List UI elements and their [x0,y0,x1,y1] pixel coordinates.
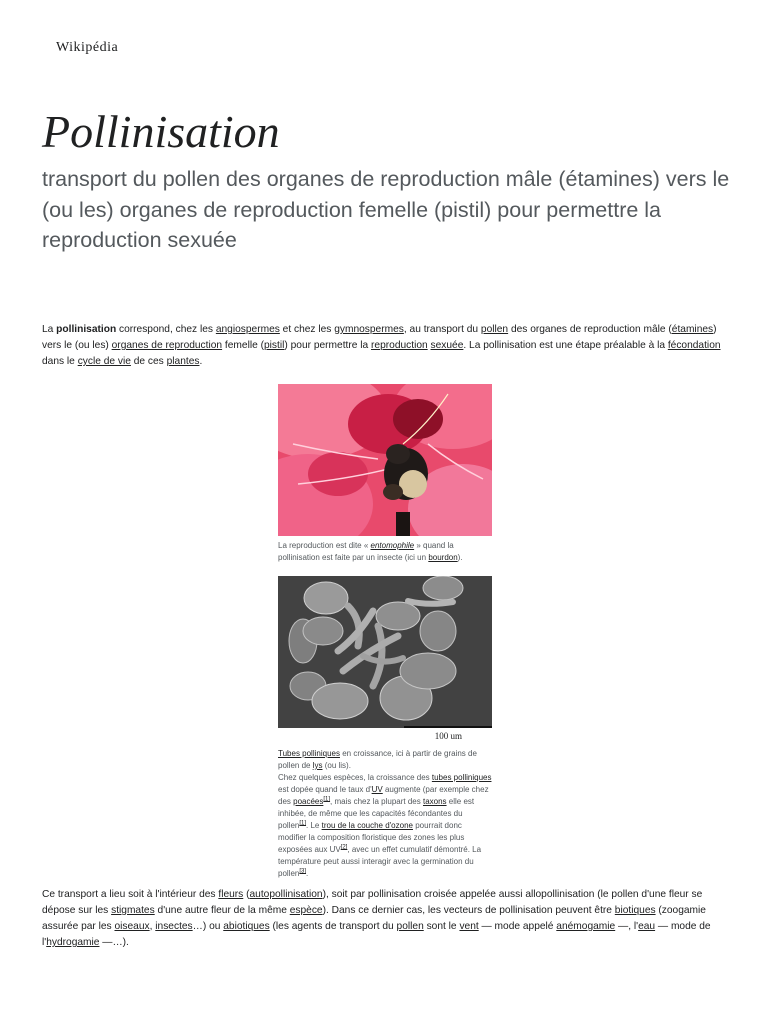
text: en croissance, ici à partir de grains de pollen de [278,749,477,770]
link-pistil[interactable]: pistil [264,340,285,351]
figure-caption-pollen [278,748,492,880]
caption-line-1 [278,748,492,772]
text: . Le [306,821,322,830]
text: ), soit par pollinisation croisée appelée aussi allopollinisation (le pollen d'une fleur se dépose sur les [42,889,703,916]
text: de ces [130,356,167,367]
link-hydrogamie[interactable]: hydrogamie [46,937,100,948]
text: femelle ( [222,340,264,351]
figure-bumblebee [278,384,492,564]
link-bourdon[interactable]: bourdon [428,553,458,562]
text: augmente (par exemple chez des [278,785,489,806]
ref-3[interactable]: [3] [299,868,307,875]
ref-1[interactable]: [1] [323,796,331,803]
link-pollen-2[interactable]: pollen [396,921,424,932]
link-gymnospermes[interactable]: gymnospermes [334,324,404,335]
text: et chez les [279,324,335,335]
figure-pollen-tubes [278,576,492,880]
transport-paragraph [42,887,726,951]
link-plantes[interactable]: plantes [166,356,200,367]
text: —…). [99,937,129,948]
text: ) vers le (ou les) [42,324,717,351]
link-pollen[interactable]: pollen [480,324,509,335]
text: — mode appelé [478,921,557,932]
text: ( [243,889,250,900]
link-autopollinisation[interactable]: autopollinisation [249,889,323,900]
link-etamines[interactable]: étamines [671,324,714,335]
wikipedia-logo[interactable]: Wikipédia [56,40,119,55]
text: . La pollinisation est une étape préalable à la [463,340,668,351]
link-taxons[interactable]: taxons [422,797,447,806]
link-cycle-de-vie[interactable]: cycle de vie [77,356,131,367]
text: , avec un effet cumulatif démontré. La température peut aussi interagir avec la germination du pollen [278,845,482,878]
scale-label: 100 um [434,731,462,741]
link-biotiques[interactable]: biotiques [614,905,656,916]
link-poacees[interactable]: poacées [293,797,324,806]
text: ). Dans ce dernier cas, les vecteurs de pollinisation peuvent être [322,905,615,916]
text: sont le [423,921,460,932]
link-stigmates[interactable]: stigmates [111,905,155,916]
link-sexuee[interactable]: sexuée [430,340,464,351]
bumblebee-flower-image[interactable] [278,384,492,536]
text: , mais chez la plupart des [330,797,423,806]
text: ). [457,553,463,562]
intro-paragraph [42,322,726,370]
link-lys[interactable]: lys [312,761,323,770]
text: des organes de reproduction mâle ( [508,324,672,335]
link-reproduction[interactable]: reproduction [371,340,428,351]
link-entomophile[interactable]: entomophile [370,541,415,550]
ref-1b[interactable]: [1] [299,820,307,827]
link-fleurs[interactable]: fleurs [218,889,244,900]
text: . [306,869,309,878]
text: (les agents de transport du [269,921,397,932]
link-organes-reproduction[interactable]: organes de reproduction [111,340,223,351]
scale-bar [278,728,492,744]
text: ) pour permettre la [284,340,372,351]
link-tubes-polliniques[interactable]: Tubes polliniques [278,749,340,758]
link-insectes[interactable]: insectes [155,921,193,932]
text: . [199,356,203,367]
text: elle est inhibée, de même que les capacités fécondantes du pollen [278,797,475,830]
text: pourrait donc modifier la composition floristique des zones les plus exposées aux UV [278,821,465,854]
text: La reproduction est dite « [278,541,371,550]
text: , [149,921,156,932]
text: » quand la pollinisation est faite par un insecte (ici un [278,541,454,562]
caption-line-2 [278,772,492,880]
link-uv[interactable]: UV [371,785,383,794]
page-subtitle: transport du pollen des organes de reproduction mâle (étamines) vers le (ou les) organes de reproduction femelle (pistil) pour permettre la reproduction sexuée [42,167,730,252]
text: La [42,324,57,335]
link-tubes-polliniques-2[interactable]: tubes polliniques [431,773,492,782]
text: dans le [42,356,78,367]
text: (zoogamie assurée par les [42,905,706,932]
link-anemogamie[interactable]: anémogamie [556,921,616,932]
pollen-tubes-micrograph[interactable] [278,576,492,728]
link-eau[interactable]: eau [638,921,656,932]
figure-caption-bumblebee [278,540,492,564]
link-angiospermes[interactable]: angiospermes [215,324,280,335]
text: , au transport du [403,324,481,335]
text: …) ou [192,921,224,932]
text: — mode de l' [42,921,711,948]
link-abiotiques[interactable]: abiotiques [223,921,270,932]
text: (ou lis). [322,761,351,770]
text: d'une autre fleur de la même [154,905,290,916]
text: Chez quelques espèces, la croissance des [278,773,432,782]
bold-term: pollinisation [56,324,117,335]
text: —, l' [615,921,639,932]
page-title: Pollinisation [42,106,280,157]
link-vent[interactable]: vent [459,921,479,932]
link-fecondation[interactable]: fécondation [667,340,721,351]
link-oiseaux[interactable]: oiseaux [114,921,150,932]
ref-2[interactable]: [2] [340,844,348,851]
link-trou-couche-ozone[interactable]: trou de la couche d'ozone [321,821,413,830]
link-espece[interactable]: espèce [289,905,323,916]
text: est dopée quand le taux d' [278,785,372,794]
text: correspond, chez les [116,324,216,335]
text: Ce transport a lieu soit à l'intérieur des [42,889,219,900]
